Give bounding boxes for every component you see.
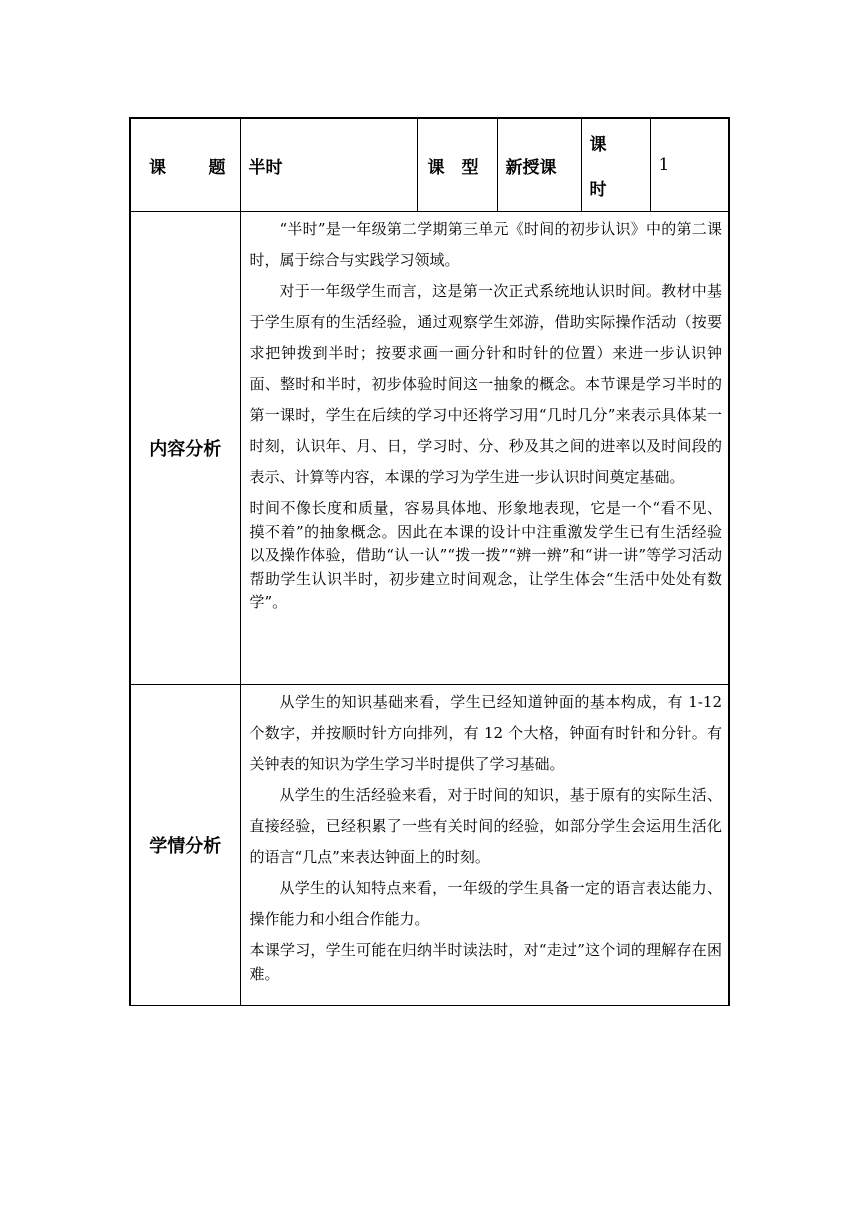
topic-label-char-2: 题 xyxy=(208,157,226,178)
content-analysis-label-cell xyxy=(130,212,240,685)
hours-label-cell xyxy=(581,118,650,212)
learner-paragraph: 从学生的认知特点来看，一年级的学生具备一定的语言表达能力、操作能力和小组合作能力。 xyxy=(249,879,722,928)
topic-label-cell xyxy=(130,118,240,212)
topic-value-cell xyxy=(240,118,417,212)
learner-paragraph: 从学生的知识基础来看，学生已经知道钟面的基本构成，有 1-12 个数字，并按顺时针方向排列，有 12 个大格，钟面有时针和分针。有关钟表的知识为学生学习半时提供了学习基础。 xyxy=(249,693,722,773)
content-analysis-text xyxy=(241,212,729,684)
content-analysis-body xyxy=(240,212,729,685)
type-label-char-1: 课 xyxy=(427,157,445,178)
topic-label-char-1: 课 xyxy=(149,157,166,178)
learner-analysis-label-cell xyxy=(130,685,240,1006)
type-value: 新授课 xyxy=(505,157,557,178)
type-label-cell xyxy=(417,118,497,212)
learner-analysis-label: 学情分析 xyxy=(149,836,222,857)
content-paragraph: “半时”是一年级第二学期第三单元《时间的初步认识》中的第二课时，属于综合与实践学习领域。 xyxy=(249,220,722,269)
learner-paragraph: 从学生的生活经验来看，对于时间的知识，基于原有的实际生活、直接经验，已经积累了一些有关时间的经验，如部分学生会运用生活化的语言“几点”来表达钟面上的时刻。 xyxy=(249,786,722,866)
content-analysis-label: 内容分析 xyxy=(149,439,222,460)
learner-paragraph: 本课学习，学生可能在归纳半时读法时，对“走过”这个词的理解存在困难。 xyxy=(249,941,722,983)
hours-value: 1 xyxy=(658,155,670,175)
hours-value-cell xyxy=(650,118,729,212)
content-paragraph: 时间不像长度和质量，容易具体地、形象地表现，它是一个“看不见、摸不着”的抽象概念。因此在本课的设计中注重激发学生已有生活经验以及操作体验，借助“认一认”“拨一拨”“辨一辨”和“讲一讲”等学习活动帮助学生认识半时，初步建立时间观念，让学生体会“生活中处处有数学”。 xyxy=(249,499,722,611)
hours-label xyxy=(582,130,650,200)
hours-label-char-2: 时 xyxy=(589,180,607,200)
lesson-plan-table xyxy=(129,117,730,1006)
header-row xyxy=(130,118,729,212)
topic-label xyxy=(131,153,240,178)
type-label xyxy=(418,153,497,178)
type-value-cell xyxy=(497,118,581,212)
learner-analysis-body xyxy=(240,685,729,1006)
content-paragraph: 对于一年级学生而言，这是第一次正式系统地认识时间。教材中基于学生原有的生活经验，通过观察学生郊游，借助实际操作活动（按要求把钟拨到半时；按要求画一画分针和时针的位置）来进一步认识钟面、整时和半时，初步体验时间这一抽象的概念。本节课是学习半时的第一课时，学生在后续的学习中还将学习用“几时几分”来表示具体某一时刻，认识年、月、日，学习时、分、秒及其之间的进率以及时间段的表示、计算等内容，本课的学习为学生进一步认识时间奠定基础。 xyxy=(249,282,722,486)
lesson-plan-sheet xyxy=(129,117,728,1006)
hours-label-char-1: 课 xyxy=(589,135,607,155)
learner-analysis-row xyxy=(130,685,729,1006)
type-label-char-2: 型 xyxy=(461,157,479,178)
content-analysis-row xyxy=(130,212,729,685)
topic-value: 半时 xyxy=(248,157,283,178)
learner-analysis-text xyxy=(241,685,729,1005)
